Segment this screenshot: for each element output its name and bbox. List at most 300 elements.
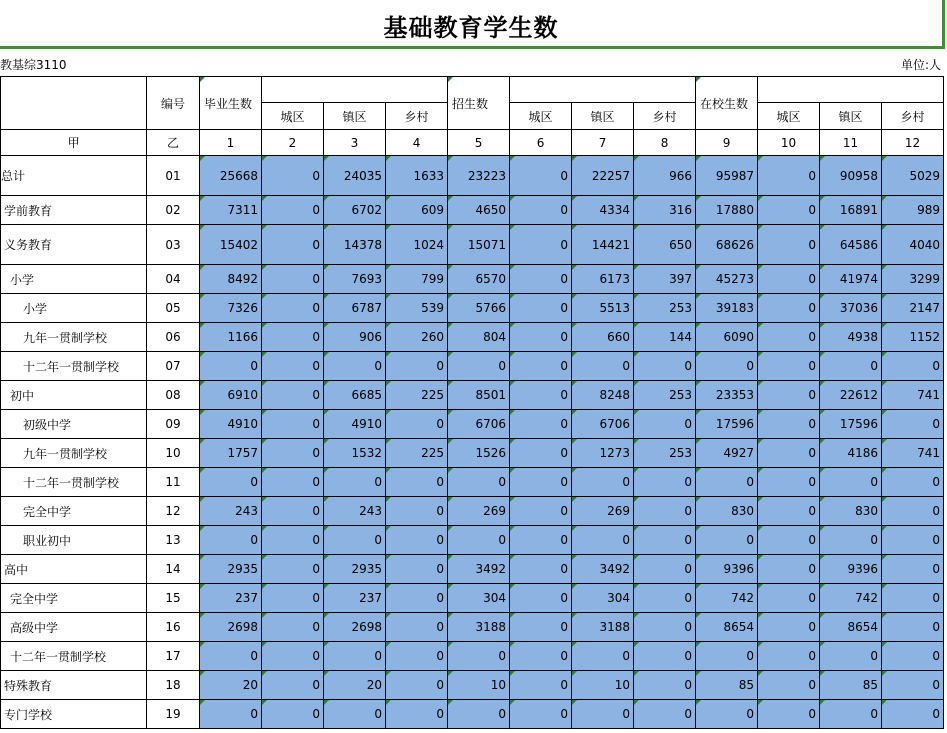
data-cell[interactable]: 989	[882, 196, 944, 225]
data-cell[interactable]: 24035	[324, 156, 386, 196]
data-cell[interactable]: 0	[200, 352, 262, 381]
data-cell[interactable]: 1166	[200, 323, 262, 352]
sub-header-rural: 乡村	[882, 103, 944, 130]
data-cell[interactable]: 609	[386, 196, 448, 225]
data-cell[interactable]: 0	[634, 584, 696, 613]
row-code: 02	[147, 196, 200, 225]
table-row	[1, 196, 944, 225]
data-cell[interactable]: 0	[696, 352, 758, 381]
row-label: 九年一贯制学校	[1, 323, 147, 352]
data-cell[interactable]: 0	[820, 700, 882, 729]
data-cell[interactable]: 0	[820, 642, 882, 671]
row-code: 17	[147, 642, 200, 671]
data-cell[interactable]: 5766	[448, 294, 510, 323]
table-row	[1, 439, 944, 468]
column-number: 8	[634, 130, 696, 156]
data-cell[interactable]: 0	[262, 265, 324, 294]
table-row	[1, 526, 944, 555]
data-cell[interactable]: 0	[758, 613, 820, 642]
meta-row	[0, 50, 947, 76]
data-cell[interactable]: 0	[758, 584, 820, 613]
data-cell[interactable]: 39183	[696, 294, 758, 323]
data-cell[interactable]: 5029	[882, 156, 944, 196]
data-cell[interactable]: 7693	[324, 265, 386, 294]
data-cell[interactable]: 0	[386, 642, 448, 671]
row-code: 07	[147, 352, 200, 381]
data-cell[interactable]: 0	[758, 468, 820, 497]
data-cell[interactable]: 0	[448, 526, 510, 555]
data-cell[interactable]: 0	[510, 555, 572, 584]
data-cell[interactable]: 6702	[324, 196, 386, 225]
data-cell[interactable]: 0	[262, 156, 324, 196]
data-cell[interactable]: 0	[262, 584, 324, 613]
row-code: 06	[147, 323, 200, 352]
data-cell[interactable]: 15071	[448, 225, 510, 265]
table-row	[1, 323, 944, 352]
data-cell[interactable]: 4910	[200, 410, 262, 439]
data-cell[interactable]: 0	[634, 671, 696, 700]
data-cell[interactable]: 15402	[200, 225, 262, 265]
data-cell[interactable]: 0	[510, 410, 572, 439]
data-cell[interactable]: 0	[820, 352, 882, 381]
data-cell[interactable]: 0	[324, 700, 386, 729]
data-cell[interactable]: 253	[634, 294, 696, 323]
student-count-table	[0, 76, 944, 729]
data-cell[interactable]: 0	[510, 700, 572, 729]
data-cell[interactable]: 8248	[572, 381, 634, 410]
data-cell[interactable]: 0	[696, 700, 758, 729]
data-cell[interactable]: 0	[758, 381, 820, 410]
data-cell[interactable]: 0	[758, 294, 820, 323]
data-cell[interactable]: 0	[200, 642, 262, 671]
row-code: 09	[147, 410, 200, 439]
data-cell[interactable]: 6787	[324, 294, 386, 323]
data-cell[interactable]: 0	[634, 526, 696, 555]
data-cell[interactable]: 0	[758, 439, 820, 468]
form-code: 教基综3110	[0, 58, 67, 72]
data-cell[interactable]: 0	[386, 555, 448, 584]
data-cell[interactable]: 10	[572, 671, 634, 700]
data-cell[interactable]: 0	[758, 526, 820, 555]
data-cell[interactable]: 0	[758, 642, 820, 671]
data-cell[interactable]: 8501	[448, 381, 510, 410]
data-cell[interactable]: 0	[634, 700, 696, 729]
data-cell[interactable]: 1273	[572, 439, 634, 468]
data-cell[interactable]: 4186	[820, 439, 882, 468]
data-cell[interactable]: 0	[572, 352, 634, 381]
data-cell[interactable]: 225	[386, 381, 448, 410]
data-cell[interactable]: 966	[634, 156, 696, 196]
row-code: 04	[147, 265, 200, 294]
data-cell[interactable]: 0	[262, 468, 324, 497]
data-cell[interactable]: 0	[510, 196, 572, 225]
data-cell[interactable]: 0	[882, 671, 944, 700]
data-cell[interactable]: 397	[634, 265, 696, 294]
data-cell[interactable]: 0	[696, 468, 758, 497]
data-cell[interactable]: 20	[200, 671, 262, 700]
data-cell[interactable]: 3492	[572, 555, 634, 584]
data-cell[interactable]: 0	[820, 468, 882, 497]
data-cell[interactable]: 539	[386, 294, 448, 323]
data-cell[interactable]: 0	[758, 265, 820, 294]
row-label: 总计	[1, 156, 147, 196]
data-cell[interactable]: 1633	[386, 156, 448, 196]
data-cell[interactable]: 8654	[696, 613, 758, 642]
in-school-subgroup	[758, 77, 944, 103]
data-cell[interactable]: 0	[262, 555, 324, 584]
data-cell[interactable]: 0	[634, 352, 696, 381]
data-cell[interactable]: 0	[758, 497, 820, 526]
data-cell[interactable]: 741	[882, 439, 944, 468]
data-cell[interactable]: 144	[634, 323, 696, 352]
data-cell[interactable]: 22257	[572, 156, 634, 196]
data-cell[interactable]: 0	[634, 468, 696, 497]
data-cell[interactable]: 253	[634, 381, 696, 410]
data-cell[interactable]: 0	[200, 468, 262, 497]
data-cell[interactable]: 804	[448, 323, 510, 352]
data-cell[interactable]: 17596	[696, 410, 758, 439]
row-label: 九年一贯制学校	[1, 439, 147, 468]
row-code: 19	[147, 700, 200, 729]
data-cell[interactable]: 20	[324, 671, 386, 700]
table-row	[1, 381, 944, 410]
table-row	[1, 468, 944, 497]
data-cell[interactable]: 23353	[696, 381, 758, 410]
data-cell[interactable]: 0	[572, 468, 634, 497]
row-label: 学前教育	[1, 196, 147, 225]
data-cell[interactable]: 0	[448, 468, 510, 497]
data-cell[interactable]: 0	[758, 700, 820, 729]
data-cell[interactable]: 0	[510, 323, 572, 352]
data-cell[interactable]: 0	[386, 497, 448, 526]
data-cell[interactable]: 0	[262, 225, 324, 265]
data-cell[interactable]: 0	[882, 584, 944, 613]
data-cell[interactable]: 237	[200, 584, 262, 613]
data-cell[interactable]: 799	[386, 265, 448, 294]
data-cell[interactable]: 0	[510, 671, 572, 700]
data-cell[interactable]: 0	[882, 613, 944, 642]
row-label: 十二年一贯制学校	[1, 352, 147, 381]
data-cell[interactable]: 6706	[448, 410, 510, 439]
data-cell[interactable]: 0	[634, 555, 696, 584]
data-cell[interactable]: 830	[820, 497, 882, 526]
data-cell[interactable]: 85	[696, 671, 758, 700]
row-label: 特殊教育	[1, 671, 147, 700]
data-cell[interactable]: 6173	[572, 265, 634, 294]
data-cell[interactable]: 0	[200, 700, 262, 729]
row-code: 11	[147, 468, 200, 497]
row-code: 18	[147, 671, 200, 700]
column-number: 2	[262, 130, 324, 156]
data-cell[interactable]: 0	[510, 225, 572, 265]
data-cell[interactable]: 17596	[820, 410, 882, 439]
column-number-row	[1, 130, 944, 156]
data-cell[interactable]: 16891	[820, 196, 882, 225]
table-row	[1, 497, 944, 526]
data-cell[interactable]: 0	[262, 439, 324, 468]
data-cell[interactable]: 0	[634, 642, 696, 671]
data-cell[interactable]: 0	[820, 526, 882, 555]
data-cell[interactable]: 1152	[882, 323, 944, 352]
data-cell[interactable]: 2935	[200, 555, 262, 584]
data-cell[interactable]: 4927	[696, 439, 758, 468]
data-cell[interactable]: 0	[386, 410, 448, 439]
table-row	[1, 352, 944, 381]
data-cell[interactable]: 0	[882, 352, 944, 381]
data-cell[interactable]: 0	[262, 294, 324, 323]
data-cell[interactable]: 0	[510, 584, 572, 613]
data-cell[interactable]: 4650	[448, 196, 510, 225]
data-cell[interactable]: 0	[758, 225, 820, 265]
data-cell[interactable]: 0	[324, 642, 386, 671]
data-cell[interactable]: 0	[882, 468, 944, 497]
data-cell[interactable]: 0	[510, 439, 572, 468]
data-cell[interactable]: 0	[696, 642, 758, 671]
data-cell[interactable]: 0	[758, 196, 820, 225]
data-cell[interactable]: 9396	[820, 555, 882, 584]
table-row	[1, 671, 944, 700]
data-cell[interactable]: 0	[758, 352, 820, 381]
table-row	[1, 700, 944, 729]
column-number: 1	[200, 130, 262, 156]
data-cell[interactable]: 0	[324, 352, 386, 381]
row-code: 15	[147, 584, 200, 613]
data-cell[interactable]: 5513	[572, 294, 634, 323]
data-cell[interactable]: 269	[448, 497, 510, 526]
data-cell[interactable]: 90958	[820, 156, 882, 196]
data-cell[interactable]: 3188	[448, 613, 510, 642]
data-cell[interactable]: 95987	[696, 156, 758, 196]
data-cell[interactable]: 10	[448, 671, 510, 700]
data-cell[interactable]: 8492	[200, 265, 262, 294]
data-cell[interactable]: 0	[386, 584, 448, 613]
data-cell[interactable]: 1526	[448, 439, 510, 468]
data-cell[interactable]: 0	[882, 526, 944, 555]
data-cell[interactable]: 0	[882, 555, 944, 584]
data-cell[interactable]: 0	[510, 265, 572, 294]
data-cell[interactable]: 0	[262, 671, 324, 700]
data-cell[interactable]: 7311	[200, 196, 262, 225]
data-cell[interactable]: 4334	[572, 196, 634, 225]
data-cell[interactable]: 0	[510, 352, 572, 381]
data-cell[interactable]: 0	[386, 700, 448, 729]
data-cell[interactable]: 0	[572, 700, 634, 729]
data-cell[interactable]: 0	[324, 468, 386, 497]
row-label: 职业初中	[1, 526, 147, 555]
data-cell[interactable]: 0	[386, 468, 448, 497]
data-cell[interactable]: 650	[634, 225, 696, 265]
data-cell[interactable]: 0	[882, 642, 944, 671]
data-cell[interactable]: 25668	[200, 156, 262, 196]
data-cell[interactable]: 0	[386, 671, 448, 700]
data-cell[interactable]: 64586	[820, 225, 882, 265]
data-cell[interactable]: 0	[262, 613, 324, 642]
row-label: 十二年一贯制学校	[1, 642, 147, 671]
row-label: 十二年一贯制学校	[1, 468, 147, 497]
data-cell[interactable]: 0	[386, 352, 448, 381]
row-label: 高级中学	[1, 613, 147, 642]
data-cell[interactable]: 2147	[882, 294, 944, 323]
data-cell[interactable]: 22612	[820, 381, 882, 410]
data-cell[interactable]: 6090	[696, 323, 758, 352]
data-cell[interactable]: 41974	[820, 265, 882, 294]
data-cell[interactable]: 0	[262, 410, 324, 439]
data-cell[interactable]: 0	[634, 613, 696, 642]
row-label: 初级中学	[1, 410, 147, 439]
data-cell[interactable]: 45273	[696, 265, 758, 294]
data-cell[interactable]: 14378	[324, 225, 386, 265]
data-cell[interactable]: 23223	[448, 156, 510, 196]
row-label: 小学	[1, 265, 147, 294]
data-cell[interactable]: 0	[510, 294, 572, 323]
data-cell[interactable]: 0	[882, 497, 944, 526]
data-cell[interactable]: 316	[634, 196, 696, 225]
data-cell[interactable]: 0	[262, 700, 324, 729]
table-row	[1, 225, 944, 265]
data-cell[interactable]: 0	[696, 526, 758, 555]
data-cell[interactable]: 0	[758, 555, 820, 584]
column-number: 4	[386, 130, 448, 156]
table-row	[1, 294, 944, 323]
data-cell[interactable]: 6910	[200, 381, 262, 410]
data-cell[interactable]: 0	[262, 323, 324, 352]
data-cell[interactable]: 0	[634, 497, 696, 526]
data-cell[interactable]: 0	[386, 613, 448, 642]
data-cell[interactable]: 7326	[200, 294, 262, 323]
data-cell[interactable]: 0	[510, 468, 572, 497]
enrollment-header: 招生数	[448, 77, 510, 130]
data-cell[interactable]: 2698	[324, 613, 386, 642]
data-cell[interactable]: 304	[448, 584, 510, 613]
code-column-header: 编号	[147, 77, 200, 130]
data-cell[interactable]: 742	[820, 584, 882, 613]
data-cell[interactable]: 0	[510, 642, 572, 671]
data-cell[interactable]: 0	[572, 642, 634, 671]
data-cell[interactable]: 0	[758, 156, 820, 196]
data-cell[interactable]: 660	[572, 323, 634, 352]
data-cell[interactable]: 6570	[448, 265, 510, 294]
row-label: 初中	[1, 381, 147, 410]
data-cell[interactable]: 6685	[324, 381, 386, 410]
data-cell[interactable]: 0	[758, 323, 820, 352]
data-cell[interactable]: 0	[882, 700, 944, 729]
sub-header-rural: 乡村	[386, 103, 448, 130]
row-label-header	[1, 77, 147, 130]
data-cell[interactable]: 237	[324, 584, 386, 613]
data-cell[interactable]: 243	[200, 497, 262, 526]
data-cell[interactable]: 830	[696, 497, 758, 526]
data-cell[interactable]: 906	[324, 323, 386, 352]
data-cell[interactable]: 17880	[696, 196, 758, 225]
data-cell[interactable]: 253	[634, 439, 696, 468]
sub-header-urban: 城区	[510, 103, 572, 130]
data-cell[interactable]: 0	[262, 526, 324, 555]
data-cell[interactable]: 0	[262, 642, 324, 671]
data-cell[interactable]: 6706	[572, 410, 634, 439]
data-cell[interactable]: 0	[448, 700, 510, 729]
table-row	[1, 156, 944, 196]
row-label: 高中	[1, 555, 147, 584]
data-cell[interactable]: 0	[262, 497, 324, 526]
data-cell[interactable]: 260	[386, 323, 448, 352]
row-label: 义务教育	[1, 225, 147, 265]
data-cell[interactable]: 9396	[696, 555, 758, 584]
data-cell[interactable]: 1757	[200, 439, 262, 468]
data-cell[interactable]: 4938	[820, 323, 882, 352]
data-cell[interactable]: 3492	[448, 555, 510, 584]
data-cell[interactable]: 1024	[386, 225, 448, 265]
data-cell[interactable]: 2698	[200, 613, 262, 642]
data-cell[interactable]: 37036	[820, 294, 882, 323]
data-cell[interactable]: 8654	[820, 613, 882, 642]
data-cell[interactable]: 0	[262, 352, 324, 381]
sub-header-rural: 乡村	[634, 103, 696, 130]
row-code: 10	[147, 439, 200, 468]
table-row	[1, 265, 944, 294]
data-cell[interactable]: 0	[324, 526, 386, 555]
data-cell[interactable]: 304	[572, 584, 634, 613]
data-cell[interactable]: 0	[448, 642, 510, 671]
data-cell[interactable]: 0	[262, 196, 324, 225]
row-code: 08	[147, 381, 200, 410]
data-cell[interactable]: 0	[386, 526, 448, 555]
data-cell[interactable]: 2935	[324, 555, 386, 584]
data-cell[interactable]: 68626	[696, 225, 758, 265]
sub-header-town: 镇区	[820, 103, 882, 130]
row-label: 小学	[1, 294, 147, 323]
table-row	[1, 642, 944, 671]
data-cell[interactable]: 0	[634, 410, 696, 439]
data-cell[interactable]: 269	[572, 497, 634, 526]
report-title: 基础教育学生数	[383, 13, 559, 42]
data-cell[interactable]: 3299	[882, 265, 944, 294]
row-code: 16	[147, 613, 200, 642]
column-number: 7	[572, 130, 634, 156]
sub-header-urban: 城区	[758, 103, 820, 130]
column-number: 3	[324, 130, 386, 156]
data-cell[interactable]: 0	[200, 526, 262, 555]
data-cell[interactable]: 3188	[572, 613, 634, 642]
data-cell[interactable]: 0	[758, 410, 820, 439]
table-row	[1, 584, 944, 613]
data-cell[interactable]: 0	[572, 526, 634, 555]
data-cell[interactable]: 742	[696, 584, 758, 613]
data-cell[interactable]: 0	[510, 497, 572, 526]
row-label: 完全中学	[1, 497, 147, 526]
data-cell[interactable]: 225	[386, 439, 448, 468]
data-cell[interactable]: 741	[882, 381, 944, 410]
column-number: 9	[696, 130, 758, 156]
data-cell[interactable]: 14421	[572, 225, 634, 265]
data-cell[interactable]: 0	[510, 526, 572, 555]
row-label-marker: 甲	[1, 130, 147, 156]
data-cell[interactable]: 0	[510, 156, 572, 196]
row-code: 03	[147, 225, 200, 265]
data-cell[interactable]: 0	[262, 381, 324, 410]
data-cell[interactable]: 4040	[882, 225, 944, 265]
enrollment-subgroup	[510, 77, 696, 103]
row-code: 01	[147, 156, 200, 196]
data-cell[interactable]: 0	[758, 671, 820, 700]
data-cell[interactable]: 85	[820, 671, 882, 700]
data-cell[interactable]: 0	[882, 410, 944, 439]
data-cell[interactable]: 0	[510, 613, 572, 642]
data-cell[interactable]: 1532	[324, 439, 386, 468]
data-cell[interactable]: 243	[324, 497, 386, 526]
data-cell[interactable]: 0	[510, 381, 572, 410]
data-cell[interactable]: 4910	[324, 410, 386, 439]
data-cell[interactable]: 0	[448, 352, 510, 381]
